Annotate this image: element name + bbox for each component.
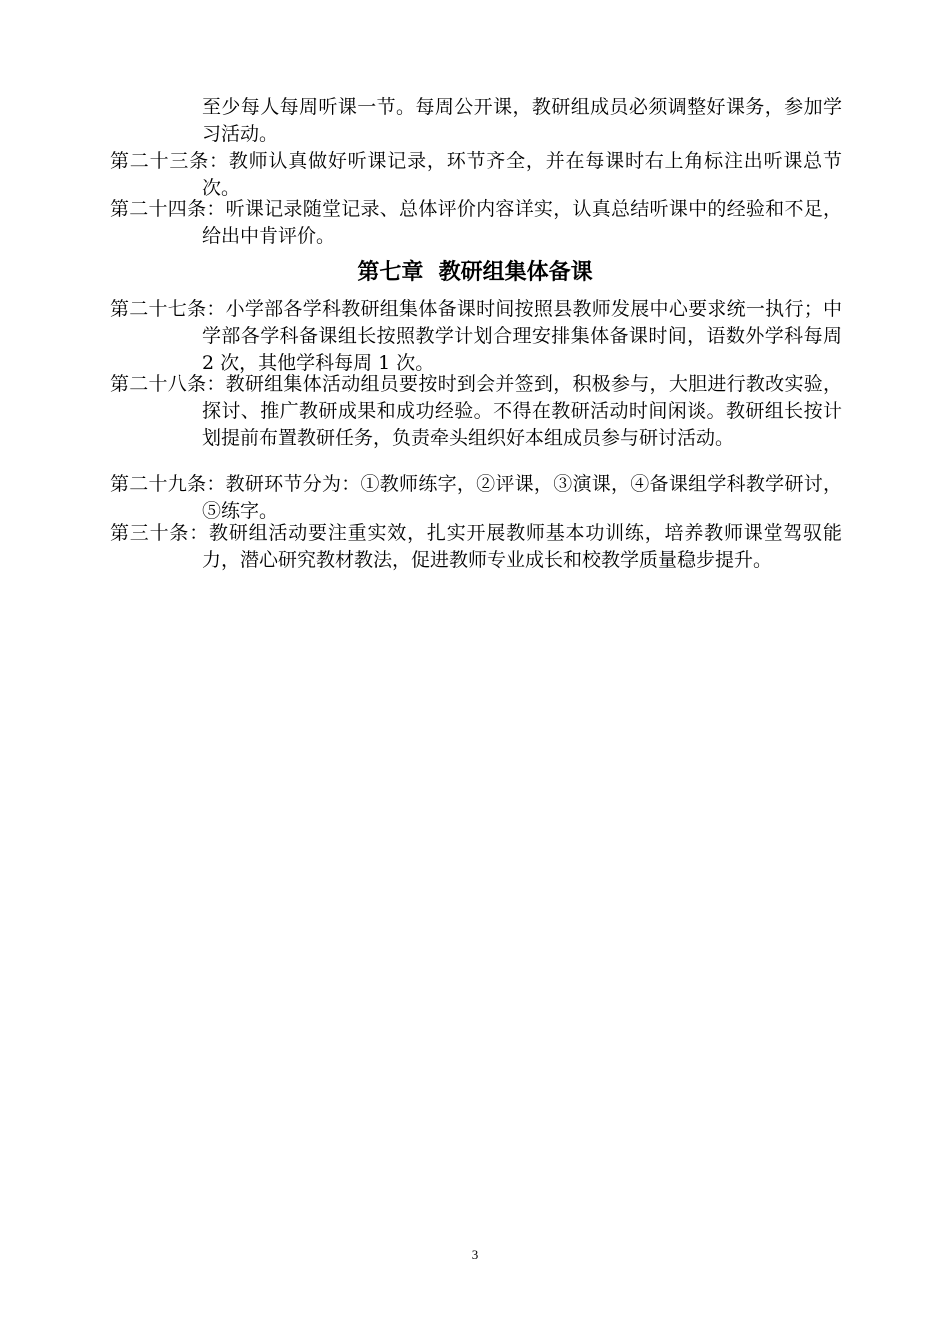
clause-27 xyxy=(110,296,842,377)
clause-text: 小学部各学科教研组集体备课时间按照县教师发展中心要求统一执行；中学部各学科备课组长按照教学计划合理安排集体备课时间，语数外学科每周 2 次，其他学科每周 1 次。 xyxy=(202,298,842,374)
page-number: 3 xyxy=(471,1247,479,1262)
clause-text: 教研组集体活动组员要按时到会并签到，积极参与，大胆进行教改实验，探讨、推广教研成果和成功经验。不得在教研活动时间闲谈。教研组长按计划提前布置教研任务，负责牵头组织好本组成员参与研讨活动。 xyxy=(202,373,842,449)
clause-number: 第二十四条： xyxy=(110,198,226,220)
chapter-title: 第七章 教研组集体备课 xyxy=(357,259,593,285)
clause-28 xyxy=(110,371,842,452)
clause-text: 教研组活动要注重实效，扎实开展教师基本功训练，培养教师课堂驾驭能力，潜心研究教材教法，促进教师专业成长和校教学质量稳步提升。 xyxy=(202,522,842,571)
continuation-paragraph: 至少每人每周听课一节。每周公开课，教研组成员必须调整好课务，参加学习活动。 xyxy=(202,96,842,145)
clause-number: 第二十九条： xyxy=(110,473,226,495)
clause-number: 第二十七条： xyxy=(110,298,226,320)
clause-text: 听课记录随堂记录、总体评价内容详实，认真总结听课中的经验和不足，给出中肯评价。 xyxy=(202,198,842,247)
clause-number: 第二十三条： xyxy=(110,150,229,172)
clause-text: 教研环节分为：①教师练字，②评课，③演课，④备课组学科教学研讨，⑤练字。 xyxy=(202,473,842,522)
clause-23 xyxy=(110,148,842,202)
clause-text: 教师认真做好听课记录，环节齐全，并在每课时右上角标注出听课总节次。 xyxy=(202,150,842,199)
clause-number: 第三十条： xyxy=(110,522,210,544)
clause-number: 第二十八条： xyxy=(110,373,226,395)
clause-29 xyxy=(110,471,842,525)
clause-30 xyxy=(110,520,842,574)
clause-24 xyxy=(110,196,842,250)
